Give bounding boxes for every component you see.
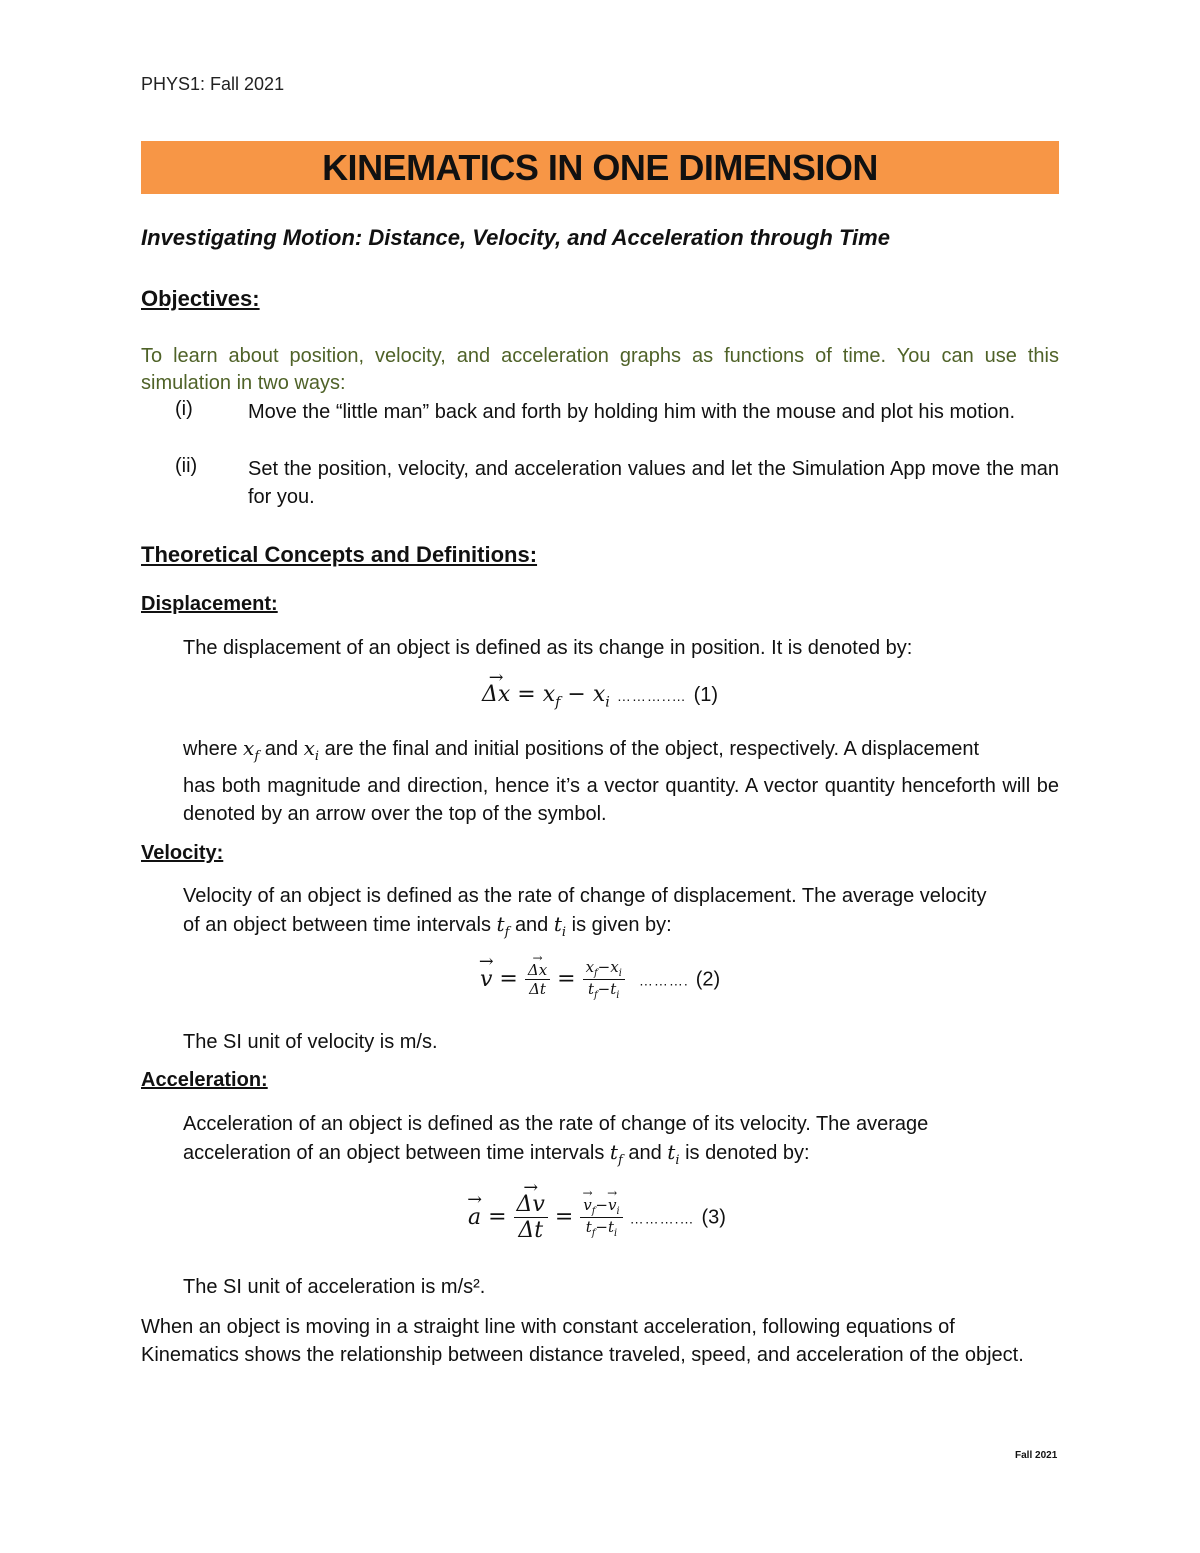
velocity-heading: Velocity: bbox=[141, 842, 224, 864]
velocity-unit: The SI unit of velocity is m/s. bbox=[183, 1031, 438, 1053]
objectives-heading: Objectives: bbox=[141, 286, 260, 311]
page-header: PHYS1: Fall 2021 bbox=[141, 74, 285, 94]
acceleration-unit: The SI unit of acceleration is m/s². bbox=[183, 1276, 486, 1298]
acceleration-paragraph-1: Acceleration of an object is defined as the rate of change of its velocity. The average bbox=[183, 1113, 929, 1135]
equation-2: → v = → $\frac{\Delta x}{\Delta t}$ = $\frac{x_f-x_i}{t_f-t_i}$ ………. (2) bbox=[480, 958, 720, 1001]
displacement-paragraph-3: has both magnitude and direction, hence it’s a vector quantity. A vector quantity henceforth will be denoted by an arrow over the top of the symbol. bbox=[183, 775, 1059, 825]
displacement-paragraph-2: where $x_f$ and $x_i$ are the final and initial positions of the object, respectively. A displacement bbox=[183, 736, 980, 764]
title-banner bbox=[141, 141, 1059, 194]
page-title: KINEMATICS IN ONE DIMENSION bbox=[322, 146, 878, 188]
equation-1: → $\Delta x = x_f - x_i$ ………..… (1) bbox=[482, 682, 718, 710]
equation-2-number: (2) bbox=[695, 968, 721, 991]
list-item-text-1: Move the “little man” back and forth by holding him with the mouse and plot his motion. bbox=[248, 401, 1016, 423]
objectives-intro: To learn about position, velocity, and acceleration graphs as functions of time. You can use this simulation in two ways: bbox=[141, 345, 1059, 394]
displacement-heading: Displacement: bbox=[141, 593, 278, 615]
velocity-paragraph-2: of an object between time intervals $t_f$ and $t_i$ is given by: bbox=[183, 912, 672, 940]
page-footer: Fall 2021 bbox=[1015, 1450, 1058, 1461]
acceleration-paragraph-2: acceleration of an object between time intervals $t_f$ and $t_i$ is denoted by: bbox=[183, 1140, 810, 1168]
displacement-paragraph-1: The displacement of an object is defined as its change in position. It is denoted by: bbox=[183, 637, 913, 659]
velocity-paragraph-1: Velocity of an object is defined as the rate of change of displacement. The average velocity bbox=[183, 885, 987, 907]
acceleration-heading: Acceleration: bbox=[141, 1069, 268, 1091]
list-item-text-2: Set the position, velocity, and acceleration values and let the Simulation App move the man for you. bbox=[248, 458, 1059, 508]
equation-3: → a = → $\frac{\Delta v}{\Delta t}$ = → $\frac{v_f-\to v_i}{t_f-t_i}$ ……….… (3) bbox=[468, 1192, 726, 1243]
subtitle: Investigating Motion: Distance, Velocity, and Acceleration through Time bbox=[141, 225, 890, 250]
equation-1-number: (1) bbox=[693, 684, 719, 706]
theory-heading: Theoretical Concepts and Definitions: bbox=[141, 542, 538, 567]
list-item-number-1: (i) bbox=[175, 398, 193, 420]
equation-3-number: (3) bbox=[701, 1206, 726, 1229]
list-item-number-2: (ii) bbox=[175, 455, 198, 477]
closing-paragraph: When an object is moving in a straight line with constant acceleration, following equations of Kinematics shows the relationship between distance traveled, speed, and acceleration of the object. bbox=[141, 1316, 1024, 1366]
